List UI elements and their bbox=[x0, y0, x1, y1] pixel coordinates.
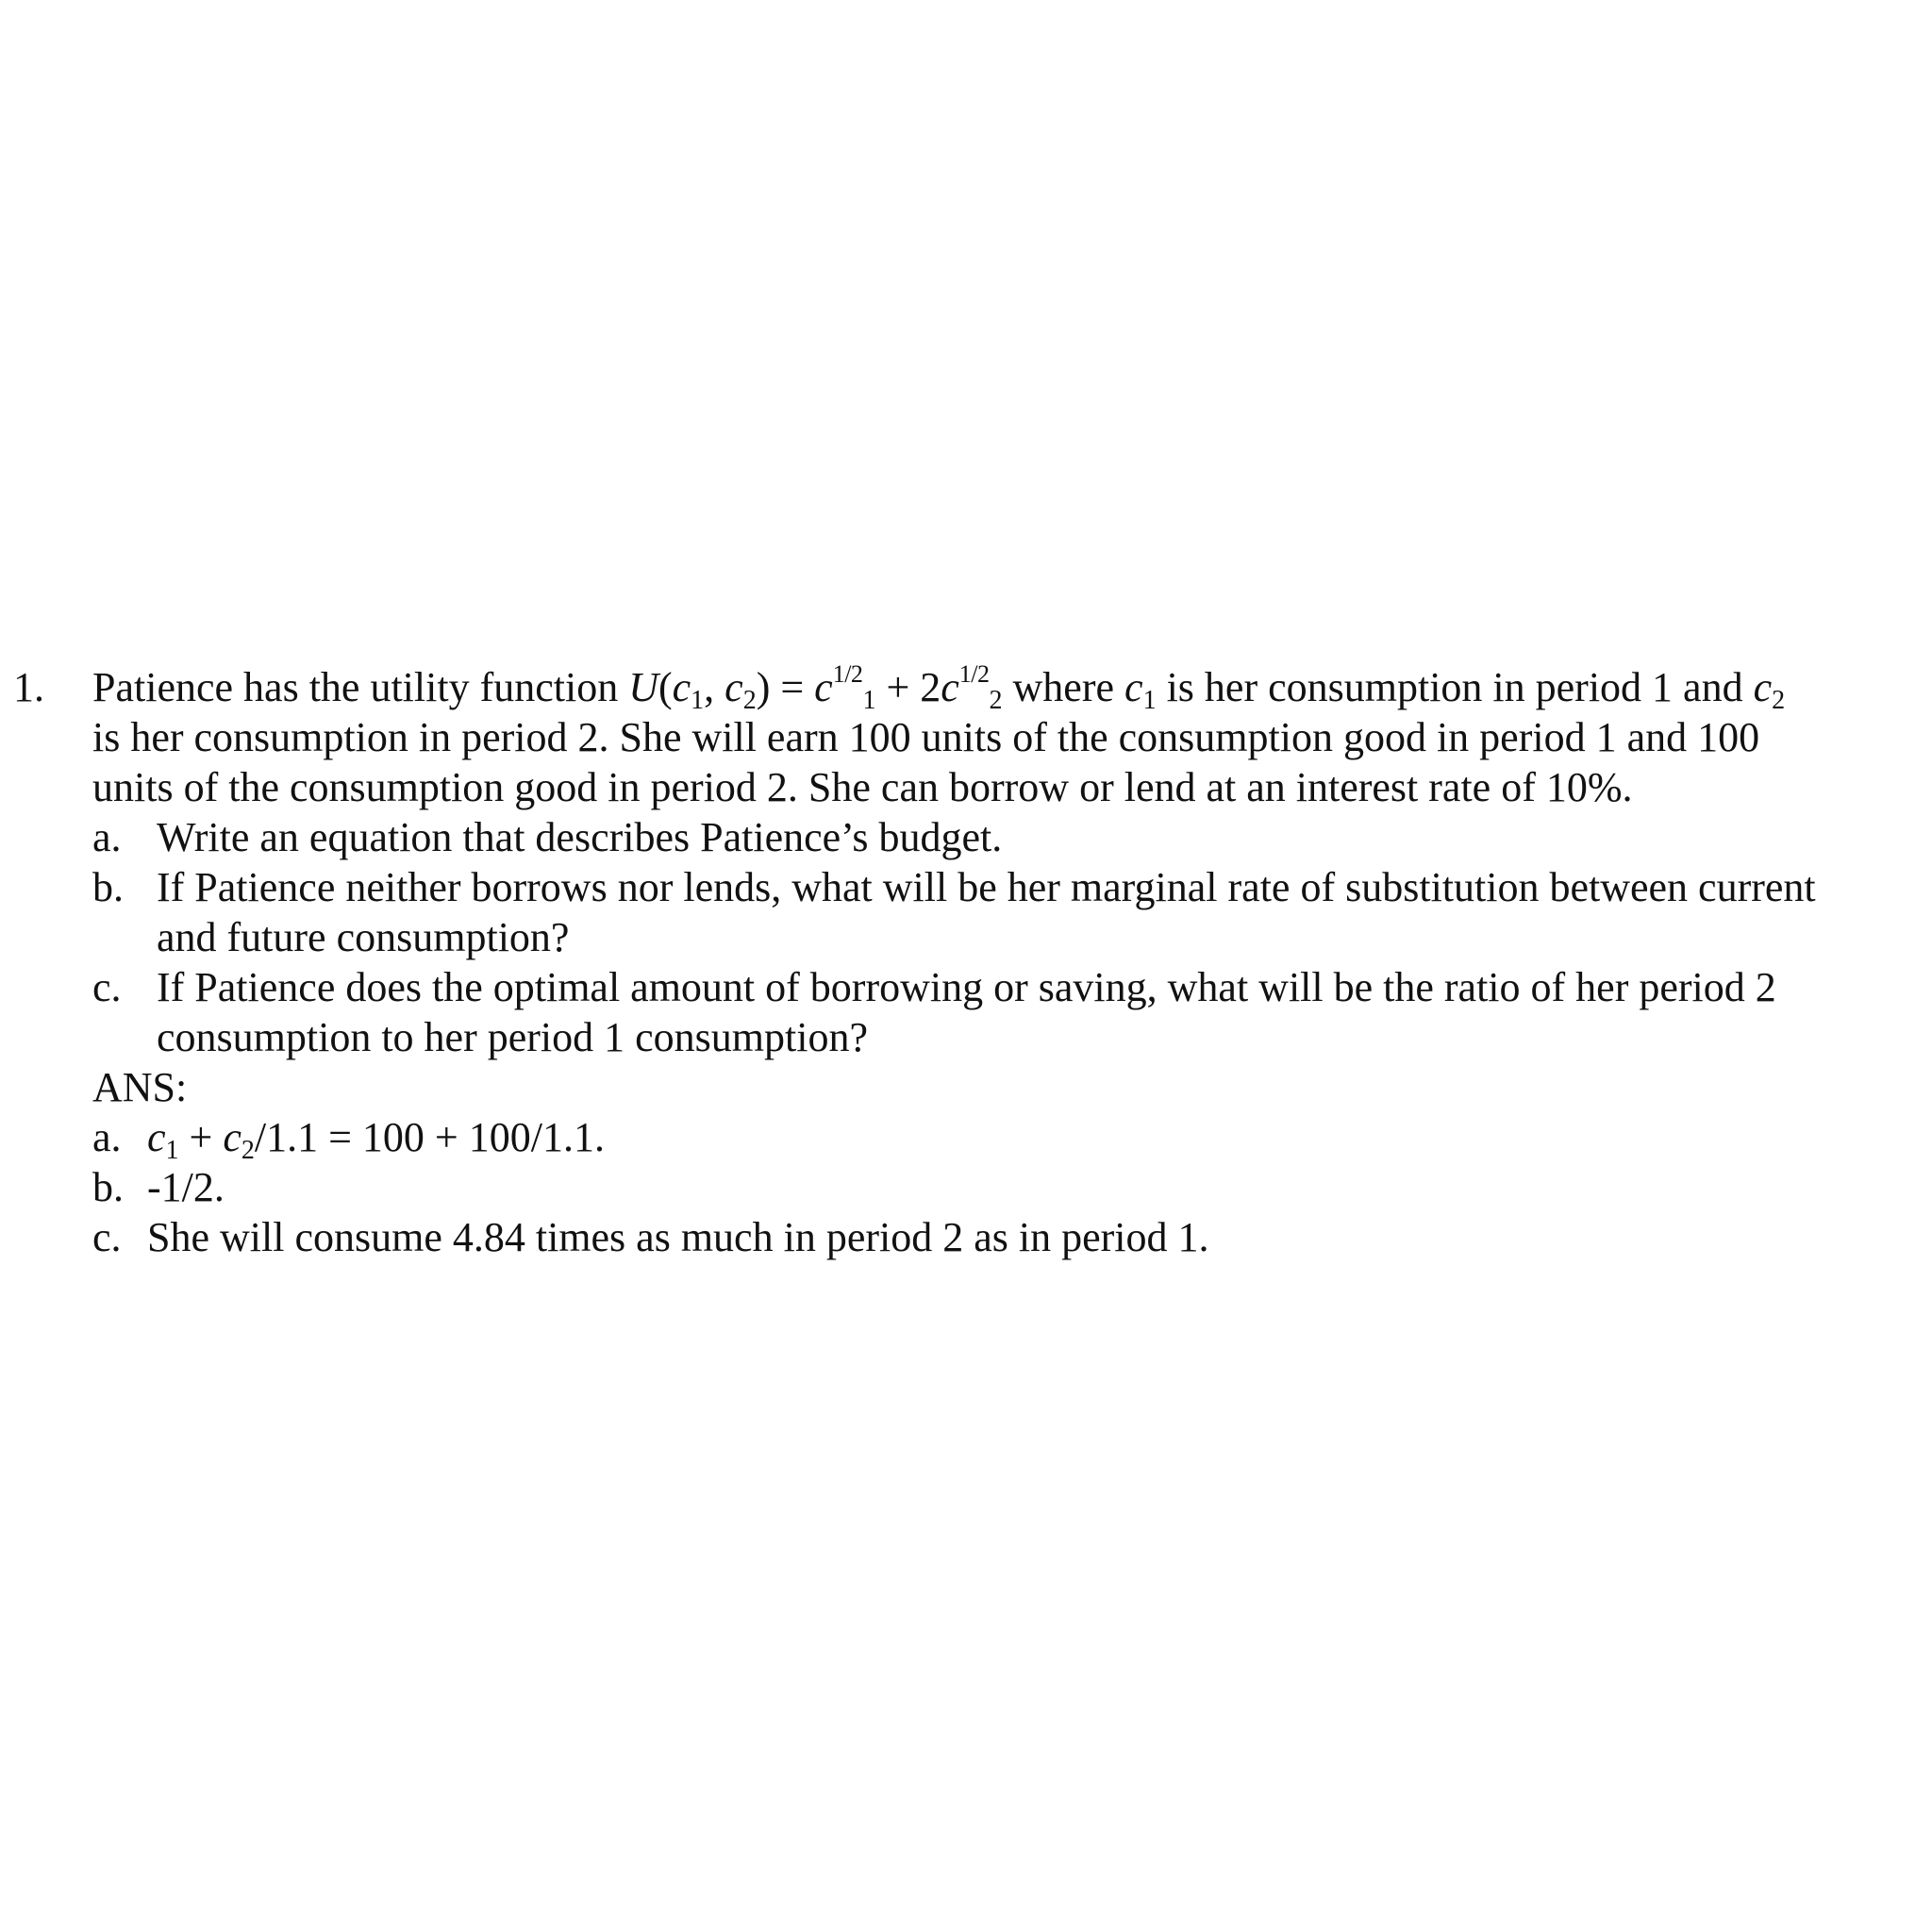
sub-1: 1 bbox=[1142, 686, 1157, 715]
equation-rest: /1.1 = 100 + 100/1.1. bbox=[254, 1114, 605, 1160]
question-line-1 bbox=[13, 662, 44, 712]
answer-a-text bbox=[147, 1112, 605, 1165]
var-c: c bbox=[1124, 664, 1143, 710]
plus-two: + 2 bbox=[875, 664, 941, 710]
var-c: c bbox=[672, 664, 691, 710]
utility-symbol: U bbox=[628, 664, 658, 710]
stem-text: Patience has the utility function bbox=[92, 664, 619, 710]
question-stem-line-2: is her consumption in period 2. She will earn 100 units of the consumption good in period 1 and 100 bbox=[92, 714, 1760, 760]
exponent: 1/2 bbox=[832, 660, 863, 688]
part-c-text-1: If Patience does the optimal amount of borrowing or saving, what will be the ratio of her period 2 bbox=[157, 964, 1776, 1010]
var-c: c bbox=[724, 664, 743, 710]
part-a-text: Write an equation that describes Patience’s budget. bbox=[157, 814, 1003, 860]
answer-c-text: She will consume 4.84 times as much in period 2 as in period 1. bbox=[147, 1214, 1209, 1260]
sub-2: 2 bbox=[241, 1136, 255, 1165]
sub-1: 1 bbox=[862, 686, 876, 715]
part-a-label: a. bbox=[92, 814, 122, 860]
answers-heading: ANS: bbox=[92, 1064, 188, 1110]
question-number: 1. bbox=[13, 664, 44, 710]
where-text: where bbox=[1002, 664, 1125, 710]
paren-open: ( bbox=[658, 664, 673, 710]
sub-1: 1 bbox=[165, 1136, 179, 1165]
question-stem-line-1 bbox=[92, 660, 1786, 715]
question-stem-line-3: units of the consumption good in period 2. She can borrow or lend at an interest rate of 10%. bbox=[92, 764, 1633, 810]
sub-2: 2 bbox=[1772, 686, 1786, 715]
answer-b-text: -1/2. bbox=[147, 1164, 225, 1210]
part-c-label: c. bbox=[92, 964, 122, 1010]
sub-2: 2 bbox=[742, 686, 757, 715]
var-c: c bbox=[223, 1114, 242, 1160]
var-c: c bbox=[1753, 664, 1773, 710]
paren-close: ) = bbox=[756, 664, 815, 710]
part-c-text-2: consumption to her period 1 consumption? bbox=[157, 1014, 868, 1060]
exponent: 1/2 bbox=[958, 660, 990, 688]
var-c: c bbox=[941, 664, 959, 710]
answer-a-label: a. bbox=[92, 1114, 122, 1160]
part-b-text-2: and future consumption? bbox=[157, 914, 570, 960]
stem-text: is her consumption in period 1 and bbox=[1156, 664, 1754, 710]
sub-1: 1 bbox=[691, 686, 705, 715]
answer-c-label: c. bbox=[92, 1214, 122, 1260]
comma: , bbox=[704, 664, 725, 710]
var-c: c bbox=[147, 1114, 166, 1160]
plus: + bbox=[178, 1114, 224, 1160]
var-c: c bbox=[814, 664, 833, 710]
answer-b-label: b. bbox=[92, 1164, 124, 1210]
sub-2: 2 bbox=[989, 686, 1003, 715]
part-b-text-1: If Patience neither borrows nor lends, what will be her marginal rate of substitution between current bbox=[157, 864, 1816, 910]
part-b-label: b. bbox=[92, 864, 124, 910]
